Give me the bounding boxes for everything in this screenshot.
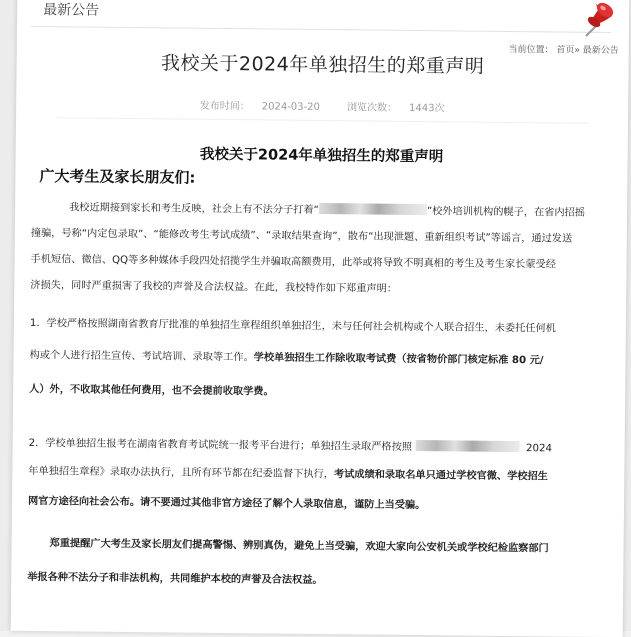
publish-info: [194, 101, 326, 113]
breadcrumb-home-link[interactable]: 首页: [556, 45, 575, 56]
page-title: 我校关于2024年单独招生的郑重声明: [160, 52, 485, 78]
paragraph-4-line-1: 郑重提醒广大考生及家长朋友们提高警惕、辨别真伪，避免上当受骗，欢迎大家向公安机关或学校纪检监察部门: [49, 538, 549, 555]
text-fragment: 年单独招生章程》录取办法执行，且所有环节都在纪委监督下执行，: [28, 465, 335, 481]
text-fragment: 2．学校单独招生报考在湖南省教育考试院统一报考平台进行；单独招生录取严格按照: [28, 437, 413, 453]
breadcrumb-separator: »: [574, 45, 580, 56]
paragraph-3-line-1: [28, 431, 608, 463]
bold-text: 考试成绩和录取名单只通过学校官微、学校招生: [333, 469, 548, 483]
breadcrumb-section-link[interactable]: 最新公告: [582, 45, 619, 57]
redacted-text: [416, 440, 520, 452]
article-meta: [16, 95, 628, 116]
text-fragment: 2024: [525, 443, 553, 455]
publish-label: 发布时间：: [199, 100, 250, 113]
paragraph-2-line-3: 人）外，不收取其他任何费用，也不会提前收取学费。: [29, 383, 274, 398]
paragraph-2-line-2: [29, 343, 609, 375]
views-value: 1443次: [409, 102, 445, 115]
divider: [56, 117, 588, 124]
section-title: 最新公告: [43, 2, 100, 19]
breadcrumb-prefix: 当前位置：: [508, 44, 554, 56]
view-count: [341, 102, 451, 114]
paragraph-2-line-1: 1．学校严格按照湖南省教育厅批准的单独招生章程组织单独招生，未与任何社会机构或个人联合招生，未委托任何机: [29, 317, 556, 335]
content-heading: 我校关于2024年单独招生的郑重声明: [199, 146, 444, 166]
paragraph-1-line-3: 手机短信、微信、QQ等多种媒体手段四处招揽学生并骗取高额费用，此举或将导致不明真相的考生及考生家长蒙受经: [30, 253, 557, 271]
paragraph-3-line-3: 网官方途径向社会公布。请不要通过其他非官方途径了解个人录取信息，谨防上当受骗。: [27, 495, 426, 512]
paragraph-1-line-2: 撞骗，号称“内定包录取”、“能修改考生考试成绩”、“录取结果查询”，散布“出现泄题、重新组织考试”等谣言，通过发送: [30, 227, 573, 245]
publish-date: 2024-03-20: [261, 101, 320, 113]
text-fragment: 构或个人进行招生宣传、考试培训、录取等工作。: [29, 349, 254, 364]
text-fragment: 我校近期接到家长和考生反映，社会上有不法分子打着“: [69, 202, 319, 216]
text-fragment: ”校外培训机构的幌子，在省内招摇: [426, 206, 586, 219]
bold-text: 学校单独招生工作除收取考试费（按省物价部门核定标准 80 元/: [253, 352, 544, 367]
views-label: 浏览次数：: [347, 102, 398, 114]
paragraph-1-line-4: 济损失，同时严重损害了我校的声誉及合法权益。在此，我校特作如下郑重声明：: [30, 279, 398, 295]
push-pin-icon: [572, 0, 622, 38]
paragraph-3-line-2: [28, 459, 608, 491]
section-header: [31, 5, 611, 33]
paragraph-4-line-2: 举报各种不法分子和非法机构，共同维护本校的声誉及合法权益。: [27, 571, 323, 587]
greeting: 广大考生及家长朋友们:: [39, 167, 196, 187]
redacted-text: [319, 203, 427, 215]
printed-page: [11, 0, 630, 637]
